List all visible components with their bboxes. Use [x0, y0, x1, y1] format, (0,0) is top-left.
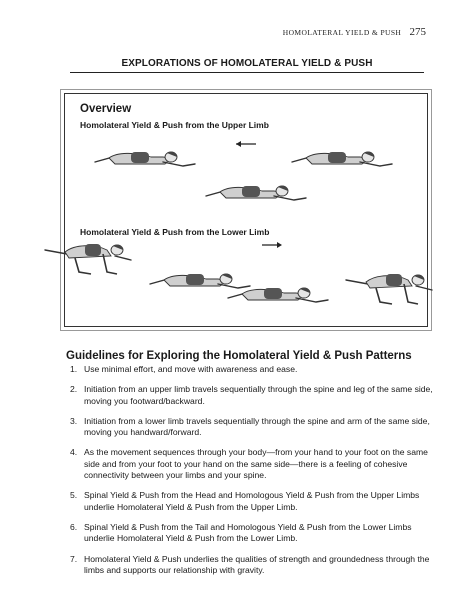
list-item: 1. Use minimal effort, and move with awareness and ease.: [70, 364, 298, 374]
arrow-right-icon: [262, 242, 282, 248]
page-number: 275: [409, 26, 426, 38]
list-item: 7. Homolateral Yield & Push underlies the qualities of strength and groundedness through the limbs and supports our relationship with gravity.: [70, 553, 430, 576]
figure-upper-3: [206, 186, 306, 200]
section-title: EXPLORATIONS OF HOMOLATERAL YIELD & PUSH: [121, 58, 373, 69]
list-item: 2. Initiation from an upper limb travels sequentially through the spine and leg of the same side, moving you footward/backward.: [70, 384, 433, 406]
list-item: 3. Initiation from a lower limb travels sequentially through the spine and arm of the same side, moving you handward/forward.: [70, 415, 430, 438]
guidelines-title: Guidelines for Exploring the Homolateral Yield & Push Patterns: [66, 350, 412, 362]
figure-lower-3: [228, 288, 328, 302]
figure-lower-1: [45, 244, 131, 274]
list-item: 4. As the movement sequences through your body—from your hand to your foot on the same side and from your foot to your hand on the same side—there is a feeling of cohesive connectivity between your limbs and your spine.: [70, 447, 428, 481]
guidelines-list: [66, 364, 434, 585]
list-item: 5. Spinal Yield & Push from the Head and Homologous Yield & Push from the Upper Limbs underlie Homolateral Yield & Push from the Upper Limb.: [70, 490, 420, 512]
running-title: HOMOLATERAL YIELD & PUSH: [282, 28, 402, 37]
figure-lower-4: [346, 274, 432, 304]
upper-limb-caption: Homolateral Yield & Push from the Upper Limb: [80, 120, 269, 130]
figure-lower-2: [150, 274, 250, 288]
figure-upper-1: [95, 152, 195, 166]
lower-limb-caption: Homolateral Yield & Push from the Lower Limb: [80, 227, 270, 237]
figure-upper-2: [292, 152, 392, 166]
overview-title: Overview: [80, 103, 132, 115]
list-item: 6. Spinal Yield & Push from the Tail and Homologous Yield & Push from the Lower Limbs underlie Homolateral Yield & Push from the Lower Limb.: [70, 521, 412, 544]
arrow-left-icon: [236, 141, 256, 147]
